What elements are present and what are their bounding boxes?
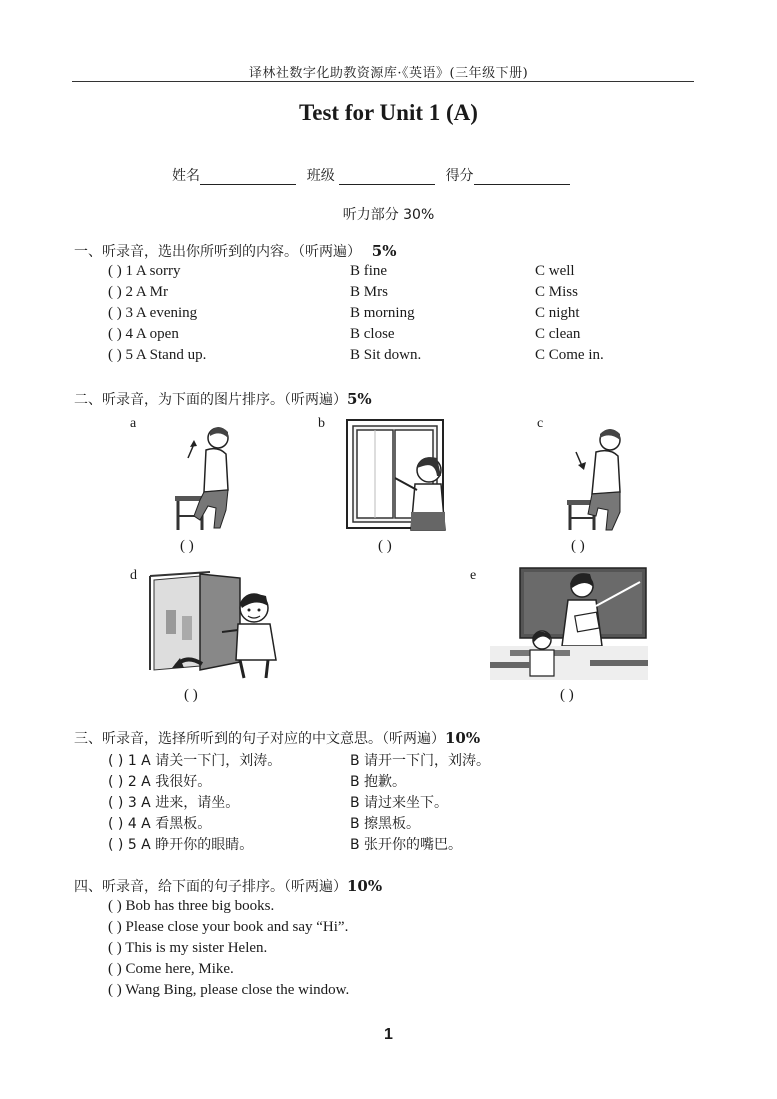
student-info-line [172, 165, 576, 185]
s1-item-2-b: B Mrs [350, 284, 388, 300]
s4-item-2: ( ) Please close your book and say “Hi”. [108, 919, 349, 935]
s3-item-2-a: ( ) 2 A 我很好。 [108, 774, 212, 790]
page-header: 译林社数字化助教资源库·《英语》(三年级下册) [248, 66, 529, 81]
picture-d-close-door [140, 570, 290, 680]
listening-part-subtitle: 听力部分 30% [342, 207, 435, 223]
section1-heading-text: 一、听录音，选出你所听到的内容。（听两遍） [74, 244, 361, 260]
picture-e-answer[interactable]: ( ) [560, 687, 574, 703]
name-label: 姓名 [172, 168, 200, 184]
picture-b-answer[interactable]: ( ) [378, 538, 392, 554]
header-divider [72, 81, 694, 82]
section3-points: 10% [445, 729, 481, 747]
s1-item-5-c: C Come in. [535, 347, 604, 363]
s1-item-5-b: B Sit down. [350, 347, 422, 363]
score-label: 得分 [445, 168, 474, 184]
s3-item-5-a: ( ) 5 A 睁开你的眼睛。 [108, 837, 254, 853]
name-blank[interactable] [200, 167, 296, 185]
s3-item-3-a: ( ) 3 A 进来，请坐。 [108, 795, 240, 811]
s3-item-1-b: B 请开一下门，刘涛。 [350, 753, 491, 769]
s3-item-1-a: ( ) 1 A 请关一下门，刘涛。 [108, 753, 282, 769]
score-blank[interactable] [474, 167, 570, 185]
picture-b-close-window [345, 418, 455, 532]
s1-item-4-b: B close [350, 326, 395, 342]
section3-heading [74, 728, 480, 748]
s1-item-1-b: B fine [350, 263, 388, 279]
picture-e-look-at-blackboard [490, 566, 648, 680]
section1-heading [74, 241, 396, 261]
s1-item-5-a: ( ) 5 A Stand up. [108, 347, 207, 363]
section3-heading-text: 三、听录音，选择所听到的句子对应的中文意思。（听两遍） [74, 731, 445, 747]
page-title: Test for Unit 1 (A) [299, 100, 478, 125]
s4-item-5: ( ) Wang Bing, please close the window. [108, 982, 350, 998]
s1-item-4-a: ( ) 4 A open [108, 326, 179, 342]
picture-label-c: c [537, 416, 544, 431]
section4-points: 10% [347, 877, 383, 895]
s1-item-3-c: C night [535, 305, 580, 321]
s4-item-4: ( ) Come here, Mike. [108, 961, 234, 977]
s4-item-3: ( ) This is my sister Helen. [108, 940, 268, 956]
s3-item-3-b: B 请过来坐下。 [350, 795, 449, 811]
picture-c-answer[interactable]: ( ) [571, 538, 585, 554]
class-label: 班级 [306, 168, 335, 184]
s4-item-1: ( ) Bob has three big books. [108, 898, 275, 914]
s1-item-2-a: ( ) 2 A Mr [108, 284, 168, 300]
section4-heading-text: 四、听录音，给下面的句子排序。（听两遍） [74, 879, 347, 895]
s1-item-3-a: ( ) 3 A evening [108, 305, 198, 321]
picture-a-answer[interactable]: ( ) [180, 538, 194, 554]
s3-item-4-a: ( ) 4 A 看黑板。 [108, 816, 212, 832]
s3-item-5-b: B 张开你的嘴巴。 [350, 837, 463, 853]
section4-heading [74, 876, 382, 896]
picture-label-a: a [130, 416, 137, 431]
picture-label-e: e [470, 568, 477, 583]
picture-label-b: b [318, 416, 325, 431]
picture-a-stand-up [170, 420, 240, 532]
section2-heading [74, 389, 372, 409]
s1-item-1-a: ( ) 1 A sorry [108, 263, 181, 279]
picture-c-sit-down [562, 420, 632, 532]
s1-item-4-c: C clean [535, 326, 581, 342]
picture-d-answer[interactable]: ( ) [184, 687, 198, 703]
section2-heading-text: 二、听录音，为下面的图片排序。（听两遍） [74, 392, 347, 408]
class-blank[interactable] [339, 167, 435, 185]
s3-item-2-b: B 抱歉。 [350, 774, 407, 790]
page-number: 1 [384, 1026, 393, 1043]
section1-points: 5% [371, 242, 397, 260]
s1-item-2-c: C Miss [535, 284, 578, 300]
s1-item-1-c: C well [535, 263, 575, 279]
s1-item-3-b: B morning [350, 305, 415, 321]
s3-item-4-b: B 擦黑板。 [350, 816, 421, 832]
picture-label-d: d [130, 568, 137, 583]
section2-points: 5% [347, 390, 372, 408]
